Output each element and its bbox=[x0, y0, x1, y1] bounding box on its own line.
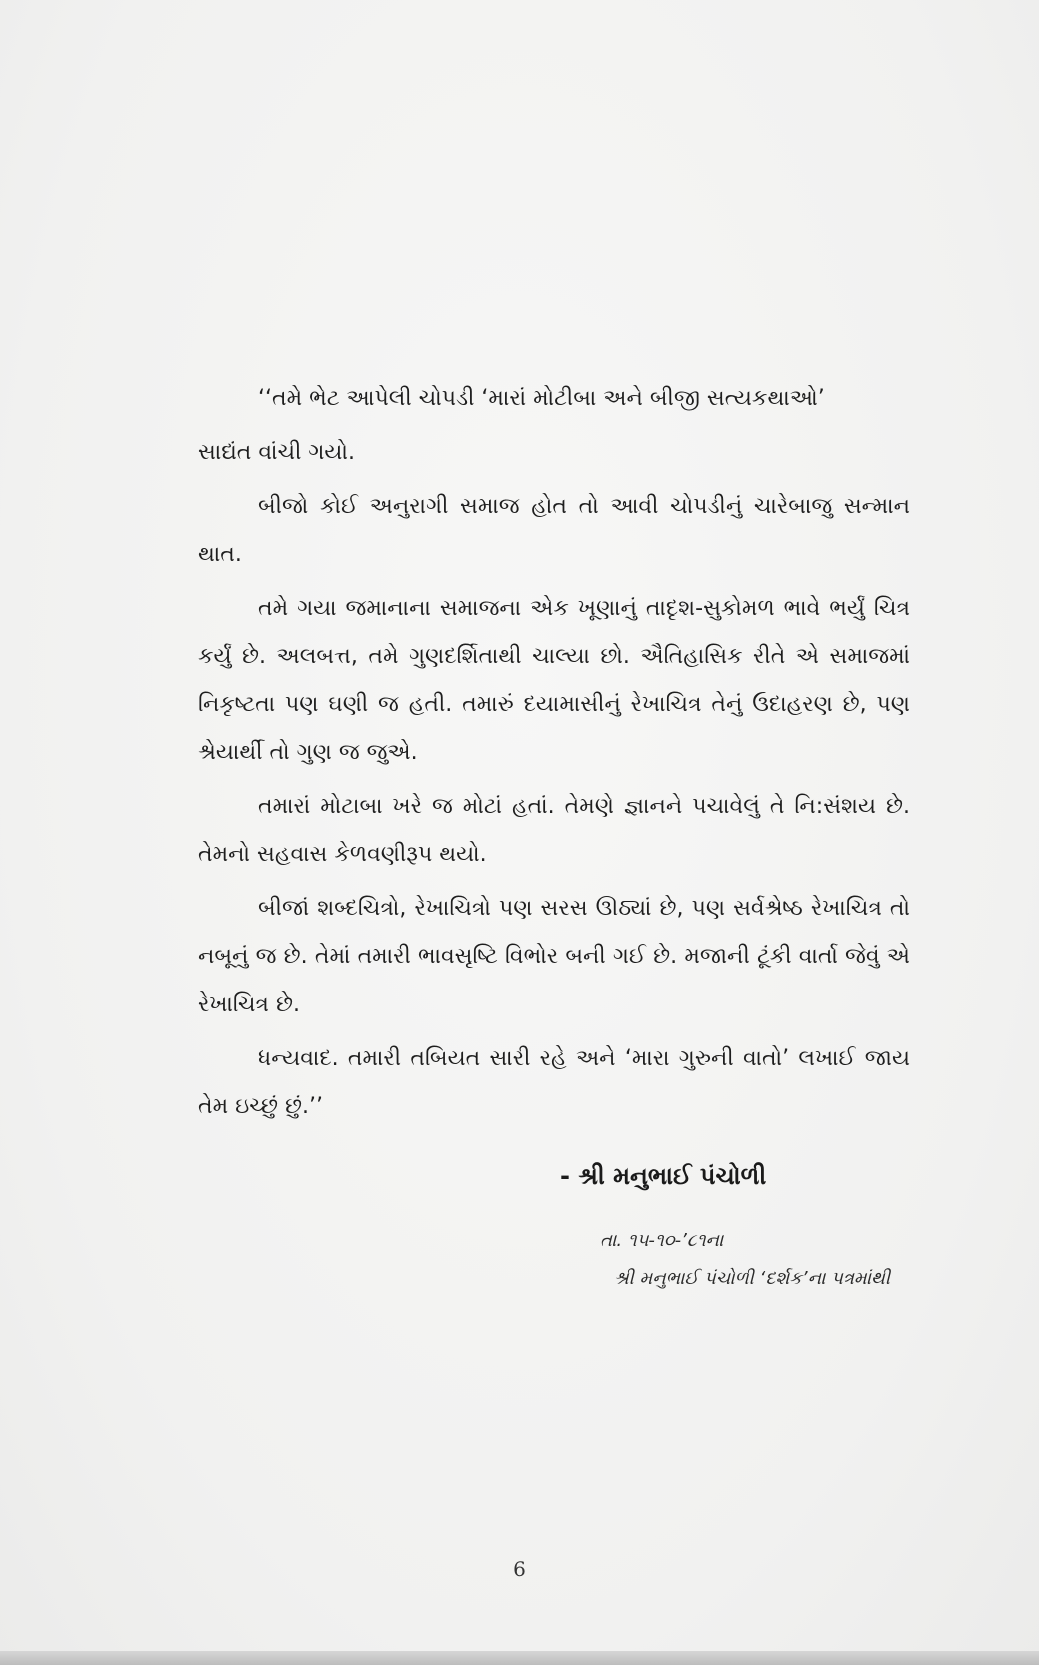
letter-date: તા. ૧૫-૧૦-’૮૧ના bbox=[600, 1230, 724, 1251]
letter-paragraph-6: ધન્યવાદ. તમારી તબિયત સારી રહે અને ‘મારા ગુરુની વાતો’ લખાઈ જાય તેમ ઇચ્છું છું.’’ bbox=[198, 1046, 910, 1119]
letter-body bbox=[198, 375, 910, 1137]
signature: - શ્રી મનુભાઈ પંચોળી bbox=[560, 1162, 767, 1190]
letter-paragraph-3: તમે ગયા જમાનાના સમાજના એક ખૂણાનું તાદૃશ-સુકોમળ ભાવે ભર્યું ચિત્ર કર્યું છે. અલબત્ત, તમે ગુણદર્શિતાથી ચાલ્યા છો. ઐતિહાસિક રીતે એ સમાજમાં નિકૃષ્ટતા પણ ઘણી જ હતી. તમારું દયામાસીનું રેખાચિત્ર તેનું ઉદાહરણ છે, પણ શ્રેયાર્થી તો ગુણ જ જુએ. bbox=[198, 596, 910, 765]
letter-paragraph-5: બીજાં શબ્દચિત્રો, રેખાચિત્રો પણ સરસ ઊઠ્યાં છે, પણ સર્વશ્રેષ્ઠ રેખાચિત્ર તો નબૂનું જ છે. તેમાં તમારી ભાવસૃષ્ટિ વિભોર બની ગઈ છે. મજાની ટૂંકી વાર્તા જેવું એ રેખાચિત્ર છે. bbox=[198, 896, 910, 1017]
letter-paragraph-1-continued: સાદ્યંત વાંચી ગયો. bbox=[198, 440, 355, 465]
page-number: 6 bbox=[513, 1557, 526, 1581]
letter-paragraph-4: તમારાં મોટાબા ખરે જ મોટાં હતાં. તેમણે જ્ઞાનને પચાવેલું તે નિ:સંશય છે. તેમનો સહવાસ કેળવણીરૂપ થયો. bbox=[198, 794, 910, 867]
letter-paragraph-1: ‘‘તમે ભેટ આપેલી ચોપડી ‘મારાં મોટીબા અને બીજી સત્યકથાઓ’ bbox=[258, 386, 825, 411]
page-bottom-edge bbox=[0, 1651, 1039, 1665]
letter-paragraph-2: બીજો કોઈ અનુરાગી સમાજ હોત તો આવી ચોપડીનું ચારેબાજુ સન્માન થાત. bbox=[198, 494, 910, 567]
letter-source: શ્રી મનુભાઈ પંચોળી ‘દર્શક’ના પત્રમાંથી bbox=[613, 1268, 890, 1289]
